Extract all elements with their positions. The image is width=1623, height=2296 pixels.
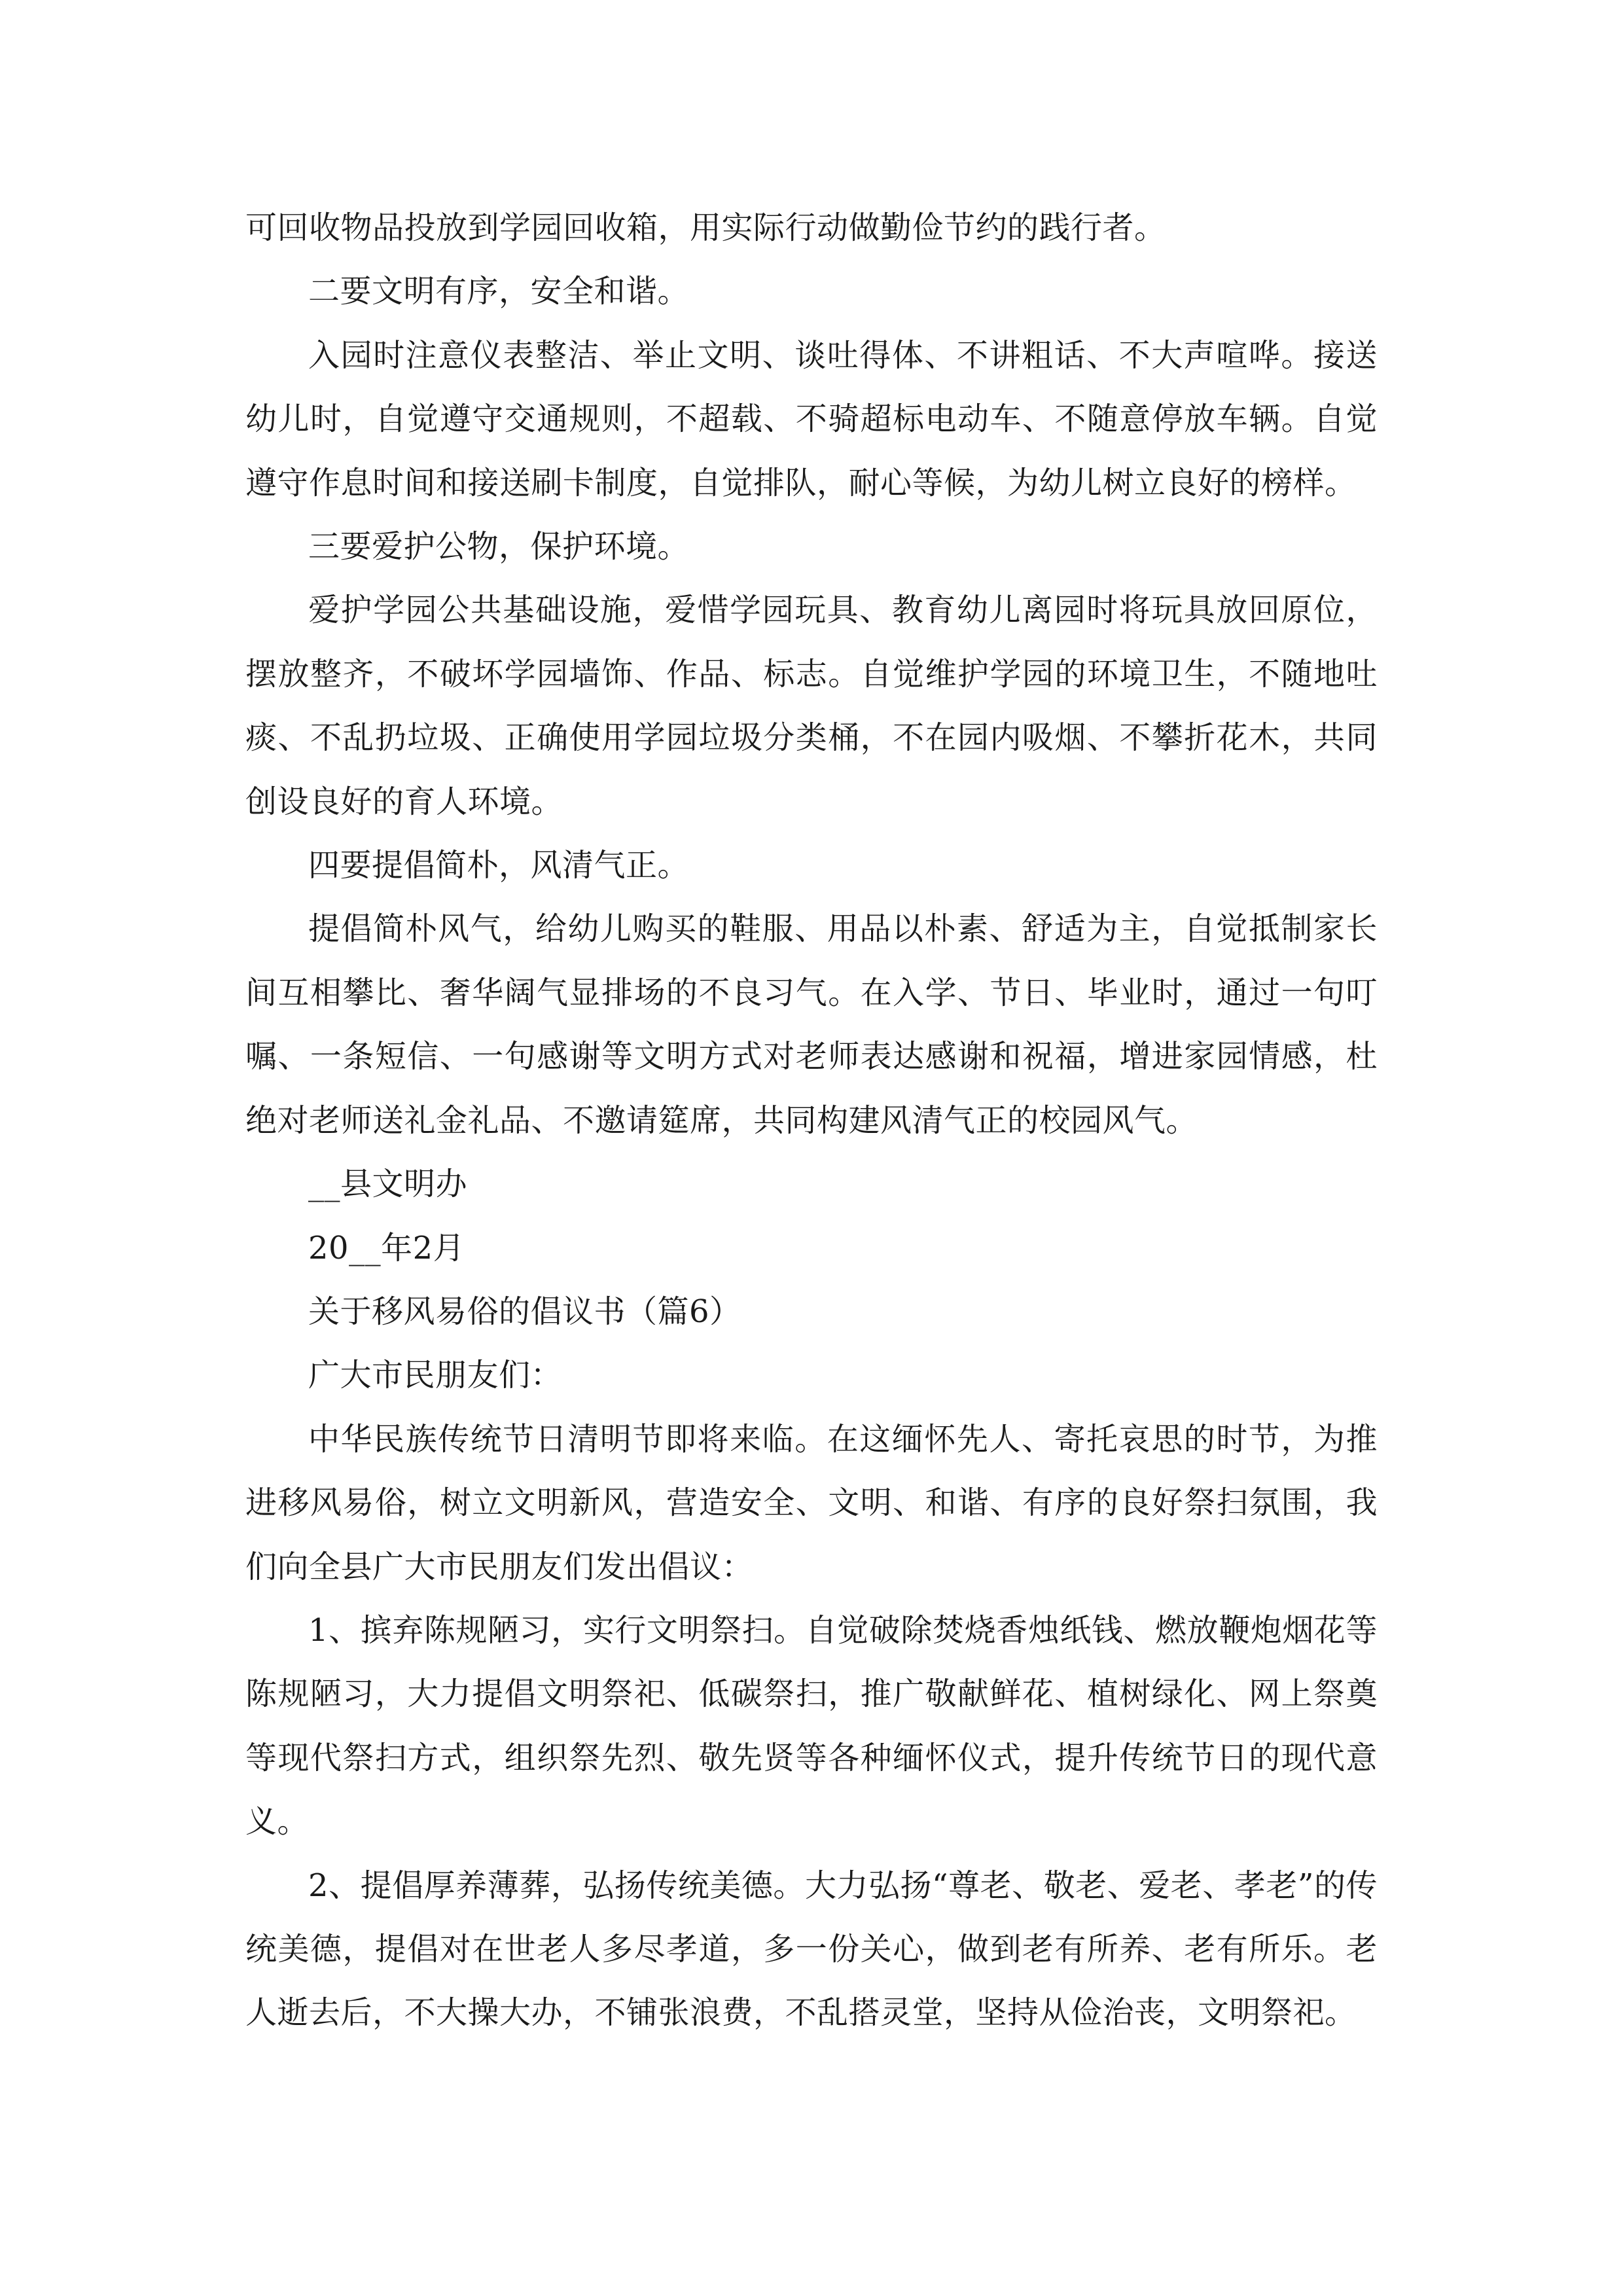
section-heading: 二要文明有序，安全和谐。 <box>308 273 690 310</box>
section-heading: 三要爱护公物，保护环境。 <box>308 528 690 565</box>
paragraph: 爱护学园公共基础设施，爱惜学园玩具、教育幼儿离园时将玩具放回原位，摆放整齐，不破坏学园墙饰、作品、标志。自觉维护学园的环境卫生，不随地吐痰、不乱扔垃圾、正确使用学园垃圾分类桶，不在园内吸烟、不攀折花木，共同创设良好的育人环境。 <box>245 592 1378 820</box>
section-heading: 四要提倡简朴，风清气正。 <box>308 847 690 884</box>
signature-date: 20__年2月 <box>308 1229 465 1266</box>
document-body <box>245 196 1378 2045</box>
paragraph: 可回收物品投放到学园回收箱，用实际行动做勤俭节约的践行者。 <box>245 209 1166 246</box>
paragraph: 提倡简朴风气，给幼儿购买的鞋服、用品以朴素、舒适为主，自觉抵制家长间互相攀比、奢华阔气显排场的不良习气。在入学、节日、毕业时，通过一句叮嘱、一条短信、一句感谢等文明方式对老师表达感谢和祝福，增进家园情感，杜绝对老师送礼金礼品、不邀请筵席，共同构建风清气正的校园风气。 <box>245 910 1378 1139</box>
paragraph: 入园时注意仪表整洁、举止文明、谈吐得体、不讲粗话、不大声喧哗。接送幼儿时，自觉遵守交通规则，不超载、不骑超标电动车、不随意停放车辆。自觉遵守作息时间和接送刷卡制度，自觉排队，耐心等候，为幼儿树立良好的榜样。 <box>245 336 1378 501</box>
paragraph: 中华民族传统节日清明节即将来临。在这缅怀先人、寄托哀思的时节，为推进移风易俗，树立文明新风，营造安全、文明、和谐、有序的良好祭扫氛围，我们向全县广大市民朋友们发出倡议： <box>245 1420 1378 1585</box>
paragraph: 2、提倡厚养薄葬，弘扬传统美德。大力弘扬“尊老、敬老、爱老、孝老”的传统美德，提倡对在世老人多尽孝道，多一份关心，做到老有所养、老有所乐。老人逝去后，不大操大办，不铺张浪费，不乱搭灵堂，坚持从俭治丧，文明祭祀。 <box>245 1867 1378 2032</box>
article-title: 关于移风易俗的倡议书（篇6） <box>308 1293 741 1330</box>
salutation: 广大市民朋友们： <box>308 1357 563 1394</box>
signature-organization: __县文明办 <box>308 1166 468 1203</box>
paragraph: 1、摈弃陈规陋习，实行文明祭扫。自觉破除焚烧香烛纸钱、燃放鞭炮烟花等陈规陋习，大力提倡文明祭祀、低碳祭扫，推广敬献鲜花、植树绿化、网上祭奠等现代祭扫方式，组织祭先烈、敬先贤等各种缅怀仪式，提升传统节日的现代意义。 <box>245 1611 1378 1840</box>
